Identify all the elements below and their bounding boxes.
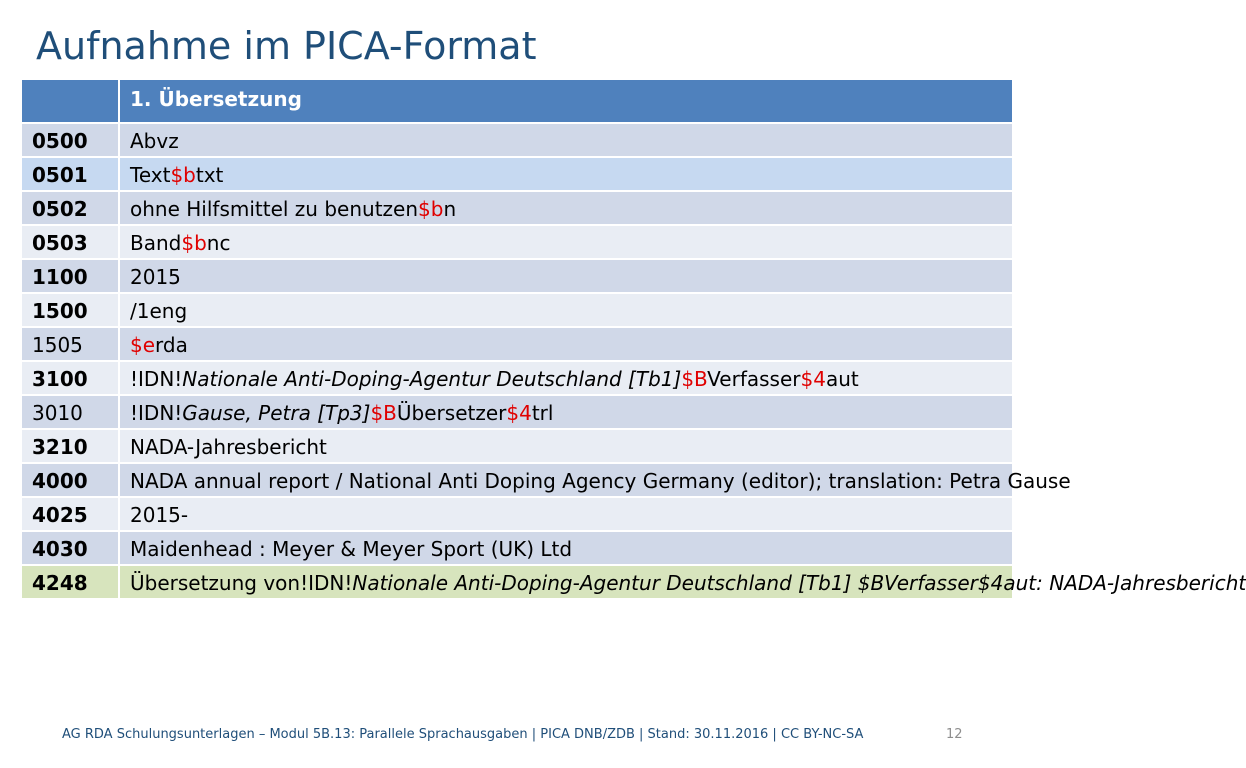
field-value [119, 531, 1013, 565]
value-text: rda [155, 333, 188, 357]
field-value [119, 361, 1013, 395]
table-row [21, 429, 1013, 463]
header-title-cell: 1. Übersetzung [119, 79, 1013, 123]
field-code: 3010 [21, 395, 119, 429]
field-value [119, 259, 1013, 293]
field-value [119, 395, 1013, 429]
value-text: Maidenhead : Meyer & Meyer Sport (UK) Ltd [130, 537, 573, 561]
pica-record-table [20, 78, 1246, 600]
value-text: nc [206, 231, 231, 255]
value-text: 2015 [130, 265, 181, 289]
field-code: 1100 [21, 259, 119, 293]
field-value [119, 565, 1246, 599]
subfield-marker: $b [418, 197, 444, 221]
table-row [21, 293, 1013, 327]
field-value [119, 191, 1013, 225]
value-text: Band [130, 231, 182, 255]
field-value [119, 225, 1013, 259]
table-row [21, 191, 1013, 225]
value-text: 2015- [130, 503, 189, 527]
linked-name: Nationale Anti-Doping-Agentur Deutschland [Tb1] $BVerfasser$4aut: NADA-Jahresbericht [352, 571, 1246, 595]
field-code: 0503 [21, 225, 119, 259]
value-text: /1eng [130, 299, 188, 323]
subfield-marker: $b [181, 231, 207, 255]
field-value [119, 463, 1071, 497]
field-value [119, 157, 1013, 191]
value-text: NADA annual report / National Anti Doping Agency Germany (editor); translation: Petra Gause [130, 469, 1071, 493]
value-text: NADA-Jahresbericht [130, 435, 327, 459]
value-text: ohne Hilfsmittel zu benutzen [130, 197, 419, 221]
subfield-marker: $e [130, 333, 156, 357]
linked-name: Gause, Petra [Tp3] [182, 401, 371, 425]
value-text: txt [195, 163, 224, 187]
table-row [21, 259, 1013, 293]
field-code: 4025 [21, 497, 119, 531]
table-row [21, 225, 1013, 259]
field-code: 1505 [21, 327, 119, 361]
value-text: n [443, 197, 457, 221]
value-text: !IDN! [130, 401, 183, 425]
header-code-cell [21, 79, 119, 123]
value-text: Text [130, 163, 171, 187]
field-code: 4000 [21, 463, 119, 497]
field-value [119, 123, 1013, 157]
table-row [21, 157, 1013, 191]
value-text: Abvz [130, 129, 179, 153]
subfield-marker: $4 [506, 401, 532, 425]
page-number: 12 [946, 727, 963, 742]
table-header-row [21, 79, 1013, 123]
field-code: 3100 [21, 361, 119, 395]
table-row [21, 565, 1013, 599]
value-text: aut [825, 367, 859, 391]
field-code: 0502 [21, 191, 119, 225]
table-row [21, 497, 1013, 531]
field-code: 3210 [21, 429, 119, 463]
table-row [21, 123, 1013, 157]
table-row [21, 531, 1013, 565]
table-row [21, 395, 1013, 429]
linked-name: Nationale Anti-Doping-Agentur Deutschland [Tb1] [182, 367, 682, 391]
value-text: Verfasser [707, 367, 801, 391]
footer-text: AG RDA Schulungsunterlagen – Modul 5B.13: Parallele Sprachausgaben | PICA DNB/ZDB | Stand: 30.11.2016 | CC BY-NC-SA [62, 727, 864, 742]
value-text: Übersetzung von!IDN! [130, 571, 353, 595]
table-row [21, 361, 1013, 395]
field-code: 4030 [21, 531, 119, 565]
field-code: 1500 [21, 293, 119, 327]
subfield-marker: $B [681, 367, 708, 391]
value-text: trl [531, 401, 554, 425]
subfield-marker: $b [170, 163, 196, 187]
value-text: Übersetzer [396, 401, 507, 425]
field-value [119, 429, 1013, 463]
subfield-marker: $4 [800, 367, 826, 391]
slide-title: Aufnahme im PICA-Format [36, 24, 537, 68]
field-code: 4248 [21, 565, 119, 599]
field-code: 0500 [21, 123, 119, 157]
field-value [119, 293, 1013, 327]
field-code: 0501 [21, 157, 119, 191]
field-value [119, 497, 1013, 531]
field-value [119, 327, 1013, 361]
table-row [21, 327, 1013, 361]
value-text: !IDN! [130, 367, 183, 391]
table-row [21, 463, 1013, 497]
subfield-marker: $B [370, 401, 397, 425]
